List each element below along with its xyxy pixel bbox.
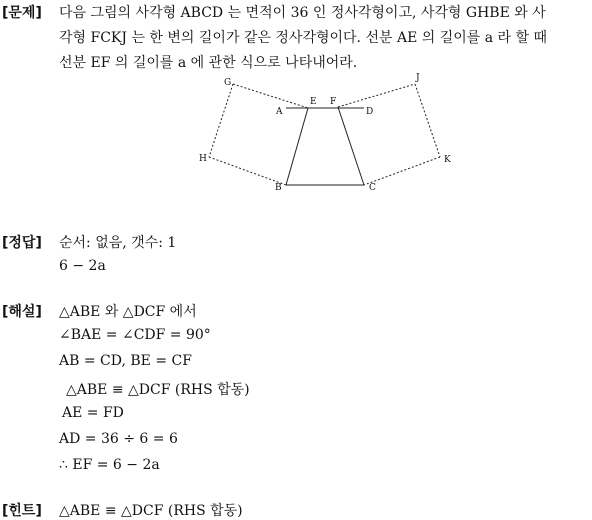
label-J: J <box>416 73 420 83</box>
solution-line-3: AB = CD, BE = CF <box>59 353 192 369</box>
solution-line-6: AD = 36 ÷ 6 = 6 <box>59 431 178 447</box>
label-F: F <box>330 97 337 107</box>
label-A: A <box>276 107 283 117</box>
answer-meta: 순서: 없음, 갯수: 1 <box>59 235 177 251</box>
label-K: K <box>444 155 451 165</box>
solution-line-4: △ABE ≡ △DCF (RHS 합동) <box>66 382 250 398</box>
hint-text: △ABE ≡ △DCF (RHS 합동) <box>59 503 243 519</box>
label-E: E <box>310 97 317 107</box>
solution-tag: [해설] <box>2 304 42 320</box>
solution-line-1: △ABE 와 △DCF 에서 <box>59 304 197 320</box>
hint-tag: [힌트] <box>2 503 42 519</box>
label-G: G <box>224 78 232 88</box>
edge-HB <box>209 157 286 185</box>
solution-line-7: ∴ EF = 6 − 2a <box>59 457 160 473</box>
problem-line-3: 선분 EF 의 길이를 a 에 관한 식으로 나타내어라. <box>59 55 358 71</box>
problem-line-1: 다음 그림의 사각형 ABCD 는 면적이 36 인 정사각형이고, 사각형 GHBE 와 사 <box>59 5 546 21</box>
edge-KC <box>364 157 440 185</box>
label-D: D <box>366 107 374 117</box>
problem-tag: [문제] <box>2 5 42 21</box>
label-B: B <box>275 183 282 193</box>
solution-line-2: ∠BAE = ∠CDF = 90° <box>59 327 211 343</box>
edge-FJ <box>338 84 415 107</box>
label-H: H <box>199 154 207 164</box>
answer-value: 6 − 2a <box>59 258 106 274</box>
edge-FC <box>338 107 364 185</box>
solution-line-5: AE = FD <box>62 405 124 421</box>
edge-EB <box>286 108 308 185</box>
edge-GH <box>209 84 233 157</box>
label-C: C <box>369 183 376 193</box>
problem-line-2: 각형 FCKJ 는 한 변의 길이가 같은 정사각형이다. 선분 AE 의 길이를 a 라 할 때 <box>59 30 547 46</box>
edge-JK <box>415 84 440 157</box>
answer-tag: [정답] <box>2 235 42 251</box>
edge-GE <box>233 84 308 108</box>
